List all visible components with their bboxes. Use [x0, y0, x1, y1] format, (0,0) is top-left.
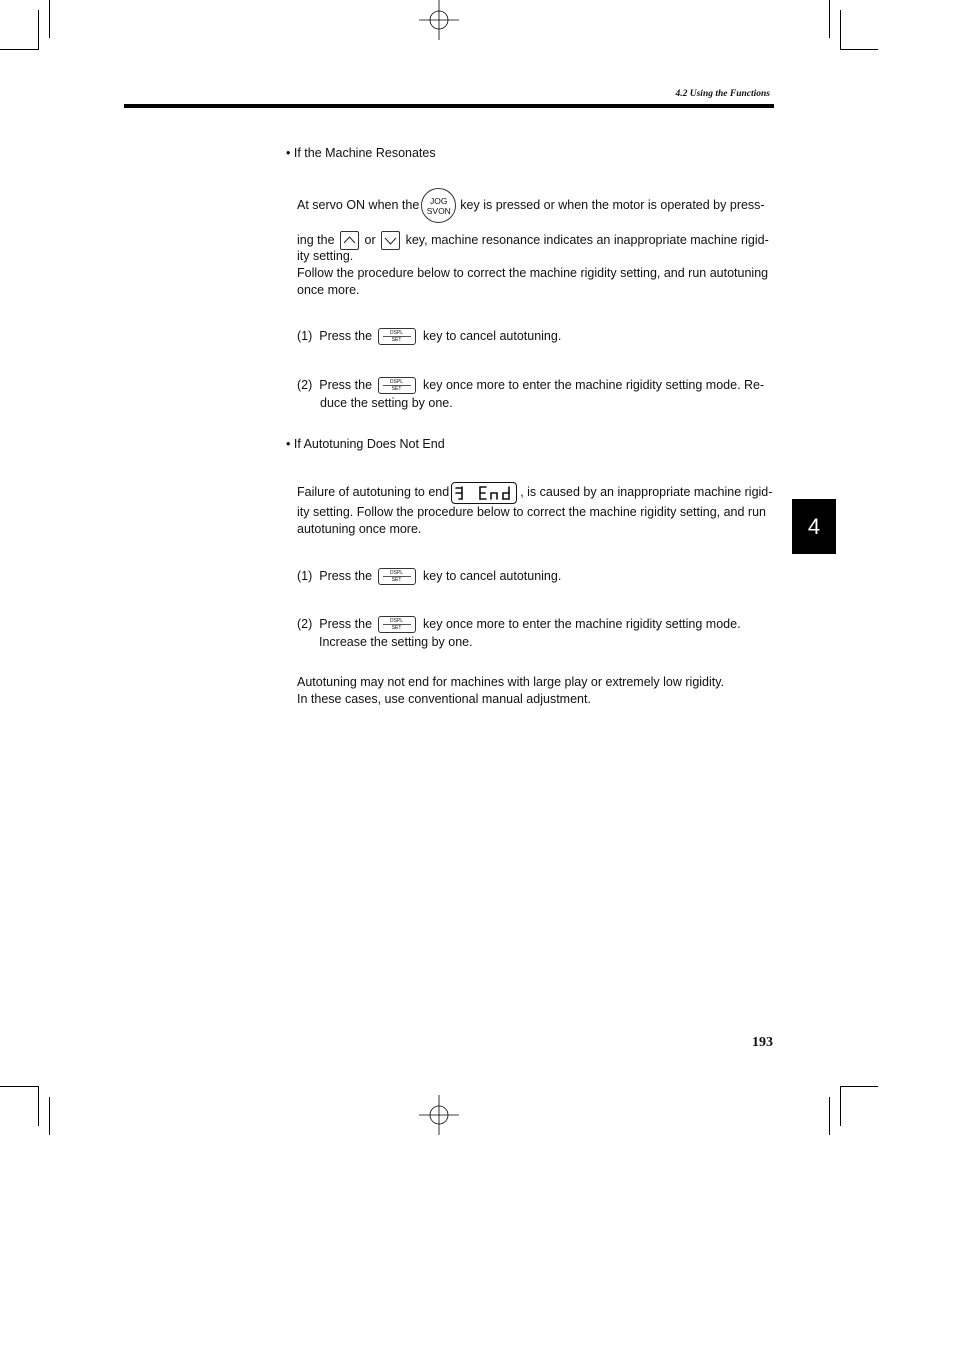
step-item: (1) Press the DSPL SET key to cancel autotuning.	[297, 568, 561, 585]
step-continuation: Increase the setting by one.	[319, 635, 473, 649]
step-item: (2) Press the DSPL SET key once more to enter the machine rigidity setting mode. Re-	[297, 377, 764, 394]
page-number: 193	[752, 1035, 773, 1050]
para-line: ity setting. Follow the procedure below to correct the machine rigidity setting, and run	[297, 505, 766, 519]
dspl-set-key-icon: DSPL SET	[378, 568, 416, 585]
header-rule	[124, 104, 774, 108]
note-line: Autotuning may not end for machines with large play or extremely low rigidity.	[297, 675, 725, 689]
heading-autotuning-not-end: • If Autotuning Does Not End	[286, 437, 445, 451]
step-item: (2) Press the DSPL SET key once more to enter the machine rigidity setting mode.	[297, 616, 741, 633]
para-line: Follow the procedure below to correct the machine rigidity setting, and run autotuning	[297, 266, 769, 280]
dspl-set-key-icon: DSPL SET	[378, 616, 416, 633]
para-line: ity setting.	[297, 249, 354, 263]
heading-machine-resonates: • If the Machine Resonates	[286, 146, 436, 160]
para-line: ing the or key, machine resonance indicates an inappropriate machine rigid-	[297, 231, 769, 250]
note-line: In these cases, use conventional manual adjustment.	[297, 692, 591, 706]
jog-svon-key-icon: JOG SVON	[421, 188, 456, 223]
para-line: autotuning once more.	[297, 522, 422, 536]
registration-mark-icon	[419, 0, 459, 40]
dspl-set-key-icon: DSPL SET	[378, 328, 416, 345]
chapter-tab: 4	[792, 499, 836, 554]
registration-mark-icon	[419, 1095, 459, 1135]
step-item: (1) Press the DSPL SET key to cancel autotuning.	[297, 328, 561, 345]
dspl-set-key-icon: DSPL SET	[378, 377, 416, 394]
para-line: once more.	[297, 283, 360, 297]
para-line: At servo ON when the JOG SVON key is pressed or when the motor is operated by press-	[297, 188, 765, 223]
para-line: Failure of autotuning to end , is caused by an inappropriate machine rigid-	[297, 480, 772, 504]
section-header: 4.2 Using the Functions	[675, 89, 770, 99]
seven-segment-end-display-icon	[451, 482, 517, 504]
step-continuation: duce the setting by one.	[320, 396, 453, 410]
down-arrow-key-icon	[381, 231, 400, 250]
